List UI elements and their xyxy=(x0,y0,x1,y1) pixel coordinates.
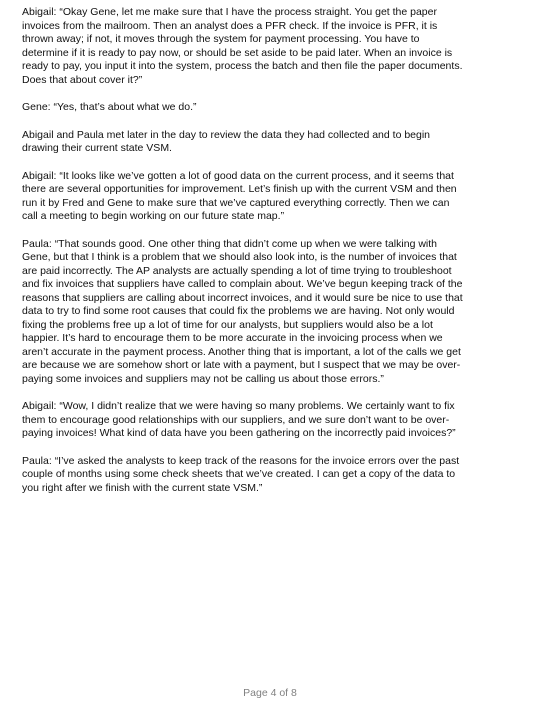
paragraph-narration-meeting: Abigail and Paula met later in the day to review the data they had collected and to begin drawing their current state VSM. xyxy=(22,128,431,154)
paragraph-paula-check-sheets: Paula: “I’ve asked the analysts to keep track of the reasons for the invoice errors over the past couple of months using some check sheets that we’ve created. I can get a copy of the data to you right after we finish with the current state VSM.” xyxy=(22,454,460,494)
paragraph-abigail-current-vsm: Abigail: “It looks like we’ve gotten a lot of good data on the current process, and it seems that there are several opportunities for improvement. Let’s finish up with the current VSM and then run it by Fred and Gene to make sure that we’ve captured everything correctly. Then we can call a meeting to begin working on our future state map.” xyxy=(22,169,457,222)
paragraph-paula-incorrect-invoices: Paula: “That sounds good. One other thing that didn’t come up when we were talking with Gene, but that I think is a problem that we should also look into, is the number of invoices that are paid incorrectly. The AP analysts are actually spending a lot of time trying to troubleshoot and fix invoices that suppliers have called to complain about. We’ve begun keeping track of the reasons that suppliers are calling about incorrect invoices, and it would sure be nice to use that data to try to find some root causes that could fix the problems we are having. Not only would fixing the problems free up a lot of time for our analysts, but suppliers would also be a lot happier. It’s hard to encourage them to be more accurate in the invoicing process when we aren’t accurate in the payment process. Another thing that is important, a lot of the calls we get are because we are somehow short or late with a payment, but I suspect that we may be over- paying some invoices and suppliers may not be calling us about those errors.” xyxy=(22,237,463,385)
document-body xyxy=(22,6,522,509)
paragraph-abigail-data-question: Abigail: “Wow, I didn’t realize that we were having so many problems. We certainly want to fix them to encourage good relationships with our suppliers, and we sure don’t want to be over- paying invoices! What kind of data have you been gathering on the incorrectly paid invoices?” xyxy=(22,400,456,439)
paragraph-gene-confirmation: Gene: “Yes, that’s about what we do.” xyxy=(22,101,197,113)
paragraph-abigail-process-summary: Abigail: “Okay Gene, let me make sure that I have the process straight. You get the paper invoices from the mailroom. Then an analyst does a PFR check. If the invoice is PFR, it is thrown away; if not, it moves through the system for payment processing. You have to determine if it is ready to pay now, or should be set aside to be paid later. When an invoice is ready to pay, you input it into the system, process the batch and then file the paper documents. Does that about cover it?” xyxy=(22,6,463,86)
page-number-footer: Page 4 of 8 xyxy=(243,687,297,699)
